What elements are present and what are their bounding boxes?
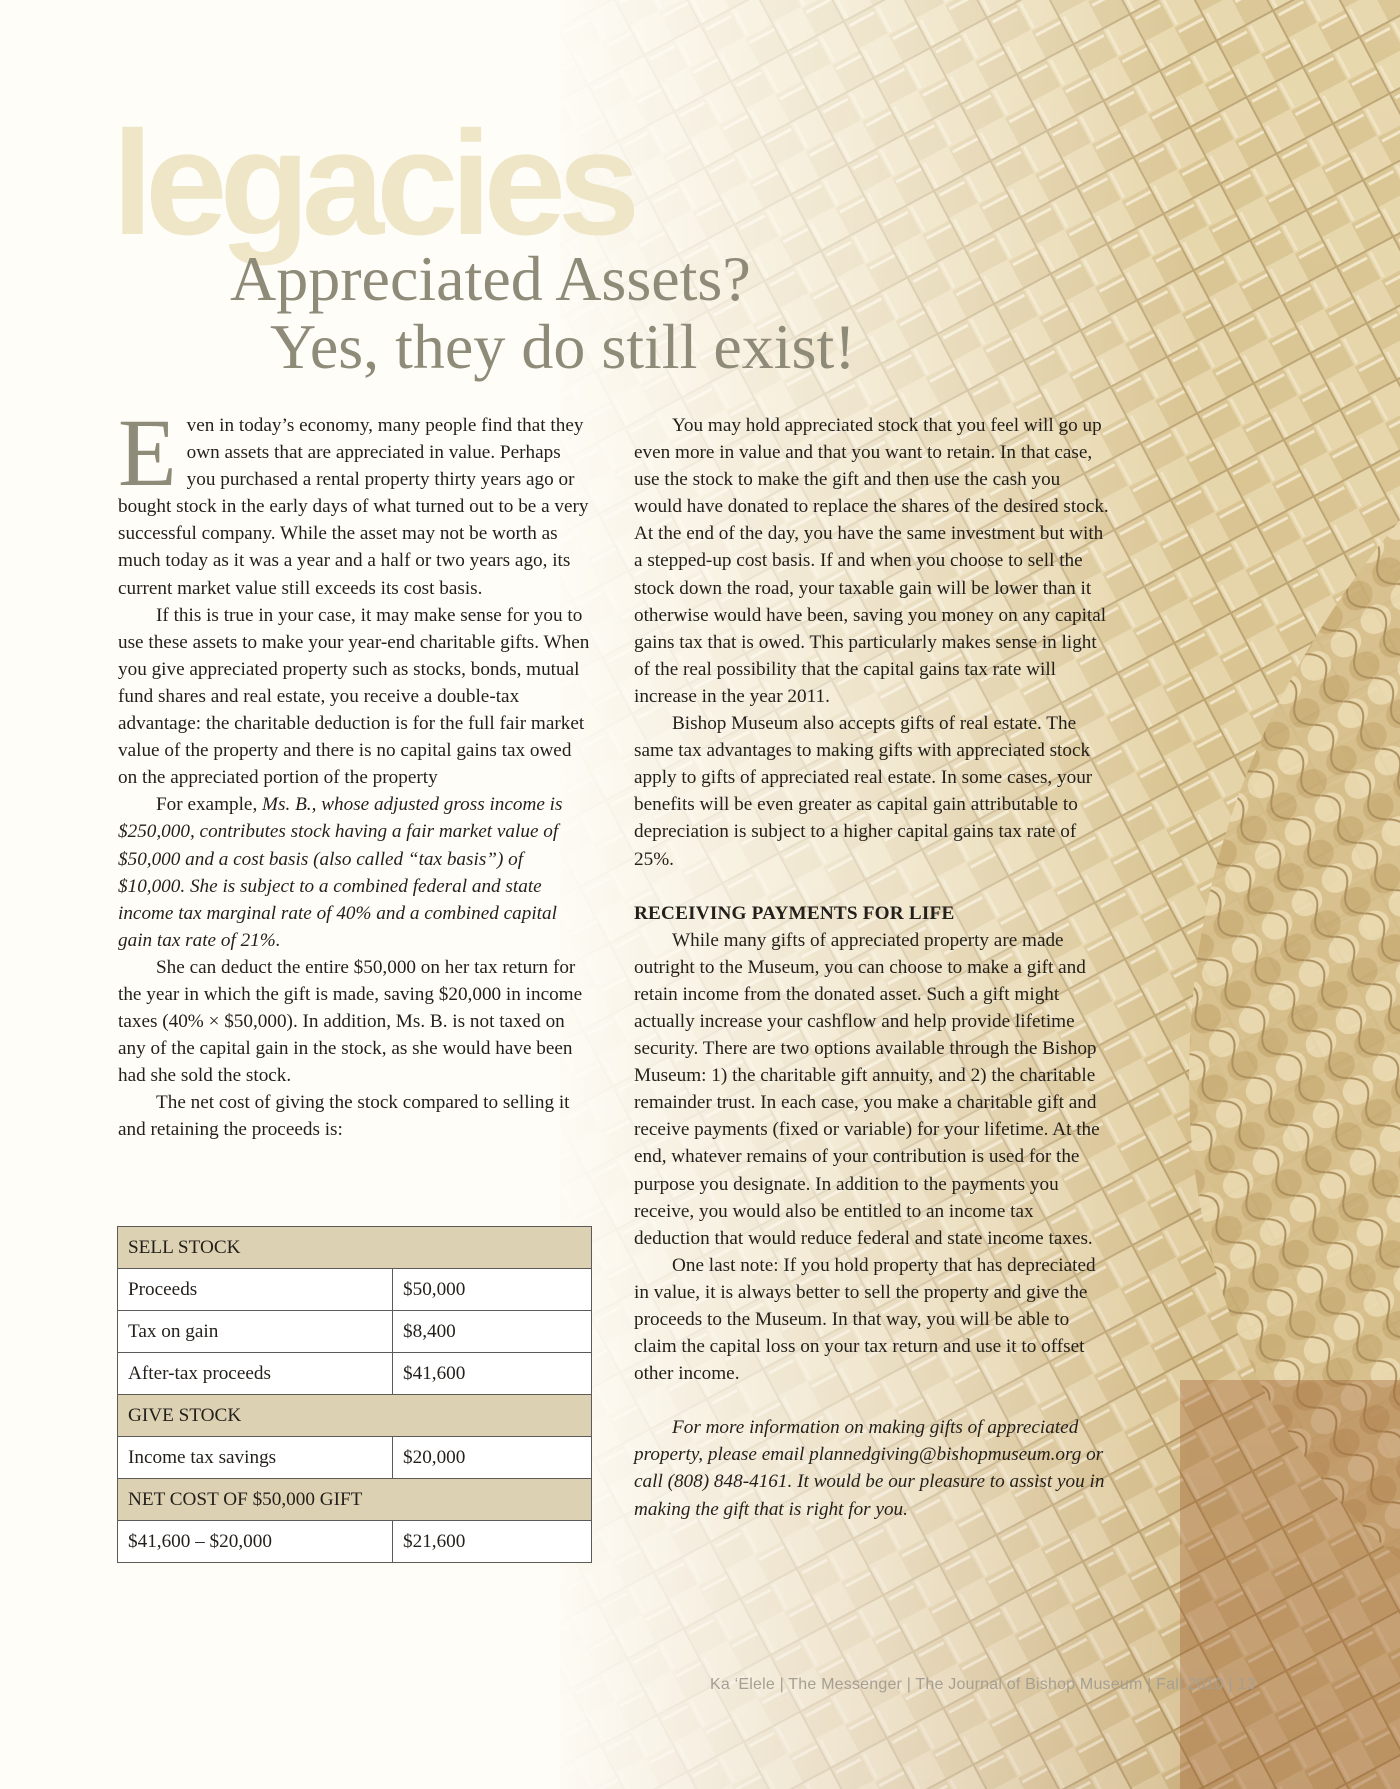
row-value: $50,000	[393, 1269, 592, 1311]
table-section-row	[118, 1479, 592, 1521]
row-label: Tax on gain	[118, 1311, 393, 1353]
row-label: Proceeds	[118, 1269, 393, 1311]
section-word-legacies: legacies	[112, 101, 633, 266]
right-column	[634, 412, 1112, 1523]
example-text: Ms. B., whose adjusted gross income is $250,000, contributes stock having a fair market value of $50,000 and a cost basis (also called “tax basis”) of $10,000. She is subject to a combined federal and state income tax marginal rate of 40% and a combined capital gain tax rate of 21%.	[118, 794, 563, 951]
table-row	[118, 1437, 592, 1479]
row-label: $41,600 – $20,000	[118, 1521, 393, 1563]
row-value: $8,400	[393, 1311, 592, 1353]
body-paragraph: You may hold appreciated stock that you feel will go up even more in value and that you want to retain. In that case, use the stock to make the gift and then use the cash you would have donated to replace the shares of the desired stock. At the end of the day, you have the same investment but with a stepped-up cost basis. If and when you choose to sell the stock down the road, your taxable gain will be lower than it otherwise would have been, saving you money on any capital gains tax that is owed. This particularly makes sense in light of the real possibility that the capital gains tax rate will increase in the year 2011.	[634, 415, 1109, 707]
body-paragraph: While many gifts of appreciated property are made outright to the Museum, you can choose to make a gift and retain income from the donated asset. Such a gift might actually increase your cashflow and help provide lifetime security. There are two options available through the Bishop Museum: 1) the charitable gift annuity, and 2) the charitable remainder trust. In each case, you make a charitable gift and receive payments (fixed or variable) for your lifetime. At the end, whatever remains of your contribution is used for the purpose you designate. In addition to the payments you receive, you would also be entitled to an income tax deduction that would reduce federal and state income taxes.	[634, 929, 1100, 1249]
net-cost-header: NET COST OF $50,000 GIFT	[118, 1479, 592, 1521]
example-paragraph	[118, 791, 590, 954]
net-cost-table	[117, 1226, 592, 1563]
body-paragraph: If this is true in your case, it may make sense for you to use these assets to make your year-end charitable gifts. When you give appreciated property such as stocks, bonds, mutual fund shares and real estate, you receive a double-tax advantage: the charitable deduction is for the full fair market value of the property and there is no capital gains tax owed on the appreciated portion of the property	[118, 604, 590, 789]
page-footer: Ka ‘Elele | The Messenger | The Journal of Bishop Museum | Fall 2010 | 13	[710, 1676, 1256, 1693]
row-label: After-tax proceeds	[118, 1353, 393, 1395]
drop-cap: E	[118, 399, 177, 506]
left-column	[118, 399, 590, 1144]
sell-stock-header: SELL STOCK	[118, 1227, 592, 1269]
intro-text: ven in today’s economy, many people find that they own assets that are appreciated in value. Perhaps you purchased a rental property thirty years ago or bought stock in the early days of what turned out to be a very successful company. While the asset may not be worth as much today as it was a year and a half or two years ago, its current market value still exceeds its cost basis.	[118, 415, 589, 599]
example-lead: For example,	[156, 794, 263, 816]
body-paragraph: One last note: If you hold property that has depreciated in value, it is always better to sell the property and give the proceeds to the Museum. In that way, you will be able to claim the capital loss on your tax return and use it to offset other income.	[634, 1254, 1096, 1385]
table-row	[118, 1311, 592, 1353]
table-row	[118, 1521, 592, 1563]
row-value: $20,000	[393, 1437, 592, 1479]
body-paragraph: She can deduct the entire $50,000 on her tax return for the year in which the gift is made, saving $20,000 in income taxes (40% × $50,000). In addition, Ms. B. is not taxed on any of the capital gain in the stock, as she would have been had she sold the stock.	[118, 956, 583, 1087]
contact-paragraph: For more information on making gifts of appreciated property, please email plannedgiving@bishopmuseum.org or call (808) 848-4161. It would be our pleasure to assist you in making the gift that is right for you.	[634, 1417, 1105, 1520]
table-row	[118, 1269, 592, 1311]
body-paragraph: The net cost of giving the stock compared to selling it and retaining the proceeds is:	[118, 1092, 570, 1141]
title-line-2: Yes, they do still exist!	[270, 311, 856, 383]
give-stock-header: GIVE STOCK	[118, 1395, 592, 1437]
row-value: $41,600	[393, 1353, 592, 1395]
table-section-row	[118, 1227, 592, 1269]
table-row	[118, 1353, 592, 1395]
section-subhead: RECEIVING PAYMENTS FOR LIFE	[634, 902, 955, 924]
row-label: Income tax savings	[118, 1437, 393, 1479]
intro-paragraph	[118, 399, 590, 602]
page-title	[230, 245, 856, 382]
table-section-row	[118, 1395, 592, 1437]
body-paragraph: Bishop Museum also accepts gifts of real estate. The same tax advantages to making gifts with appreciated stock apply to gifts of appreciated real estate. In some cases, your benefits will be even greater as capital gain attributable to depreciation is subject to a higher capital gains tax rate of 25%.	[634, 713, 1093, 870]
title-line-1: Appreciated Assets?	[230, 243, 751, 314]
row-value: $21,600	[393, 1521, 592, 1563]
